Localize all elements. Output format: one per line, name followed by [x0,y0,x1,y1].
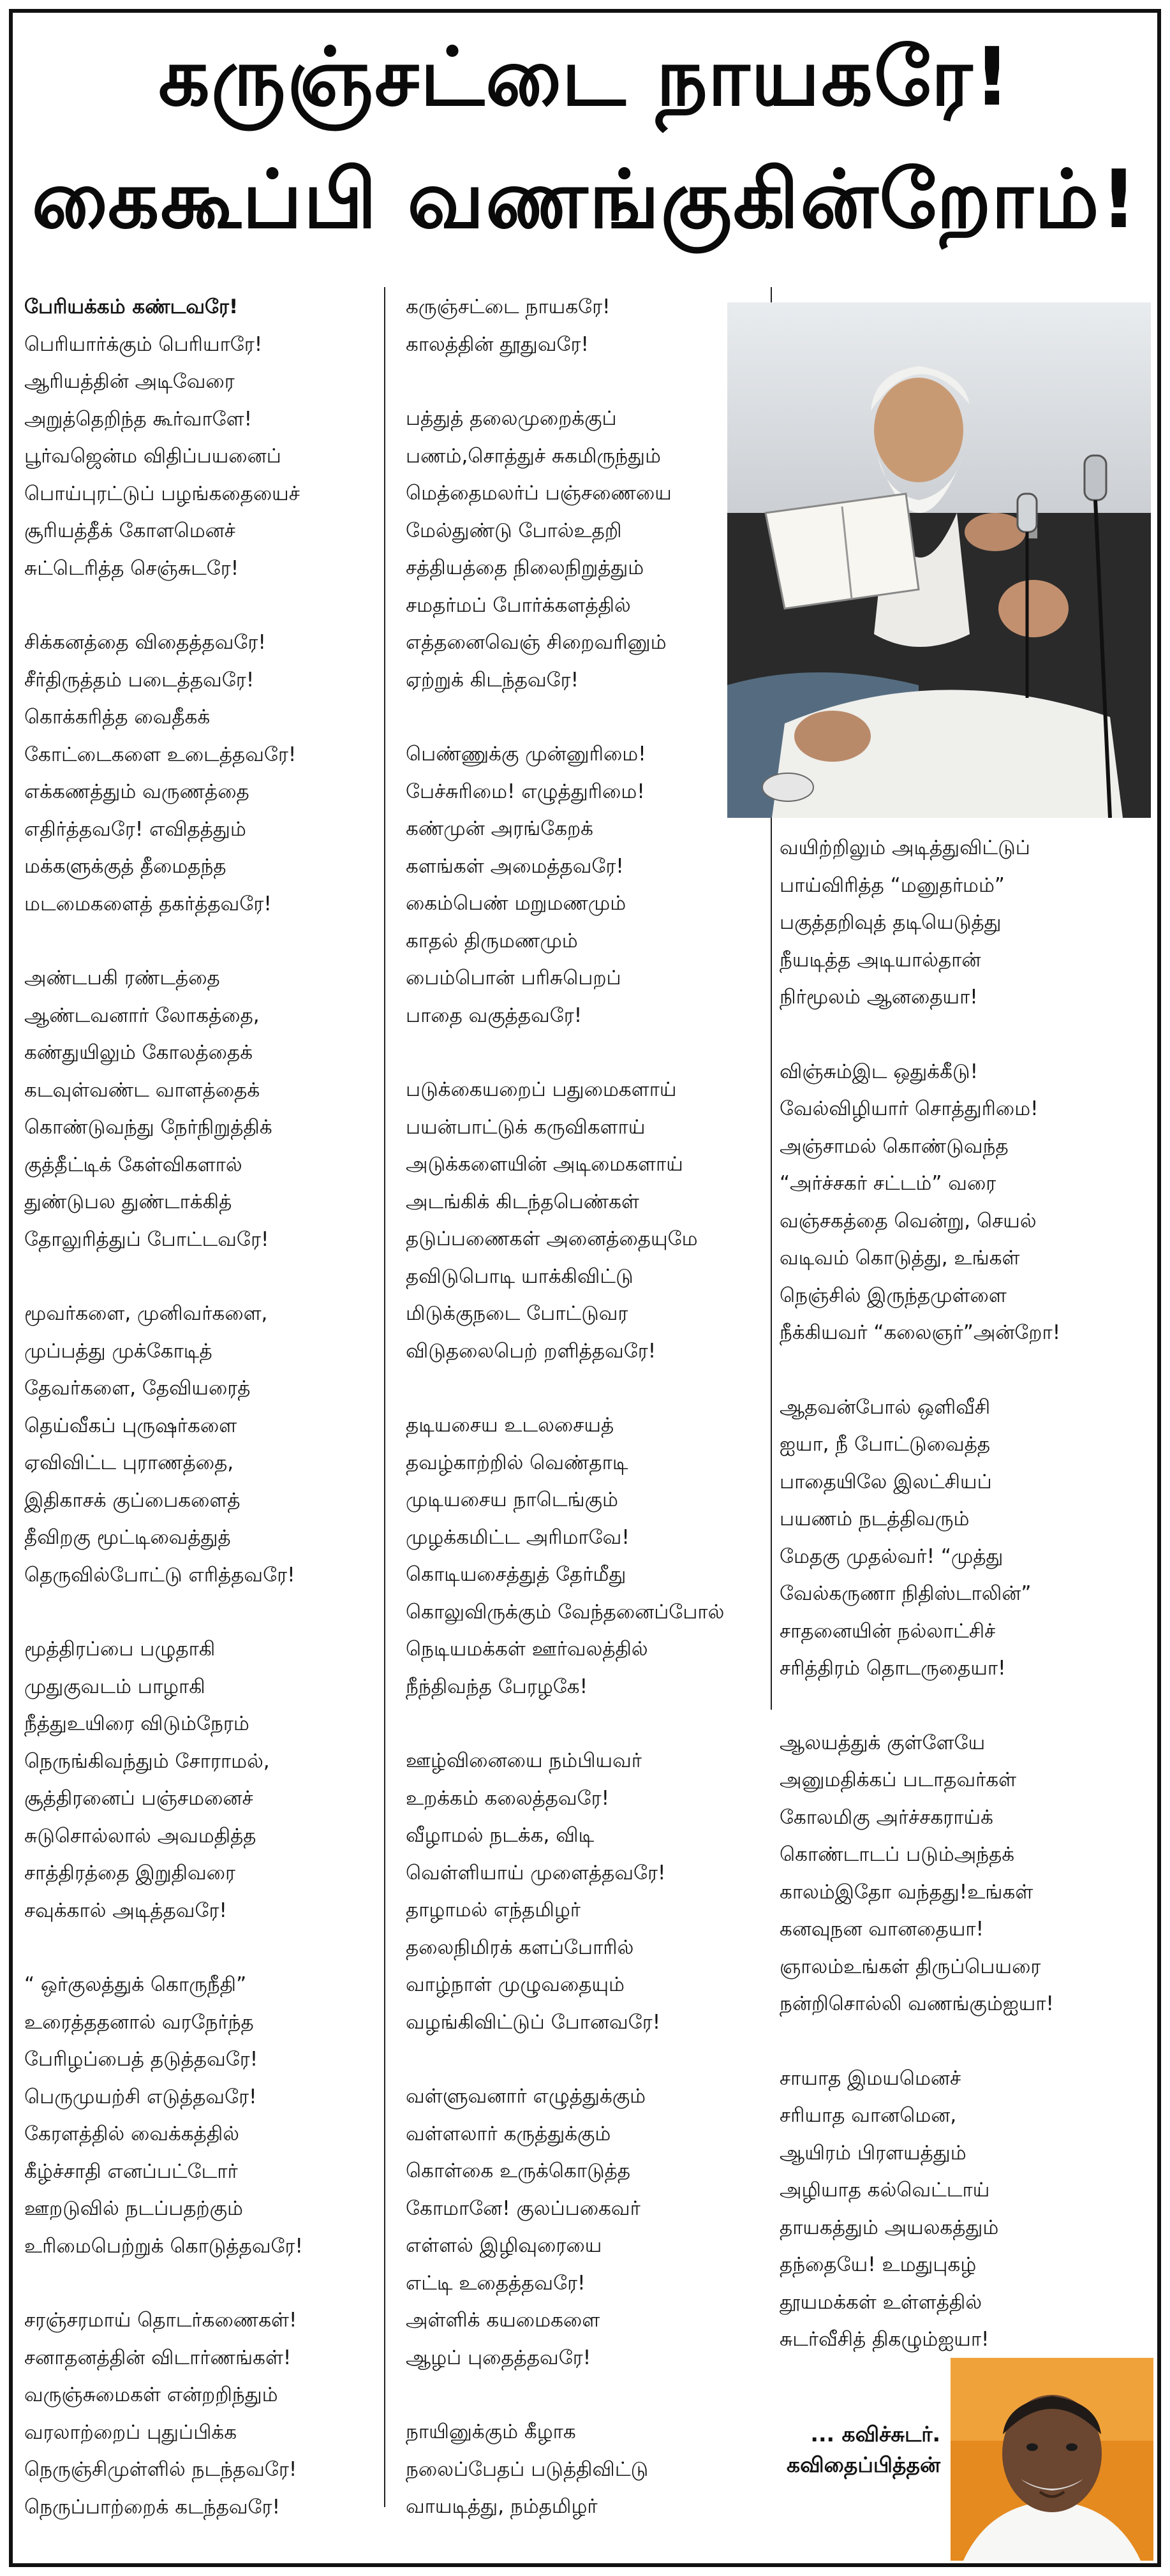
poem-line: மூவர்களை, முனிவர்களை, [24,1302,268,1325]
poem-line: மேல்துண்டு போல்உதறி [406,519,622,542]
poem-line: சாயாத இமயமெனச் [780,2066,961,2090]
poem-line: தேவர்களை, தேவியரைத் [24,1377,251,1400]
poem-line: பகுத்தறிவுத் தடியெடுத்து [780,911,1002,934]
poem-line: நெருஞ்சிமுள்ளில் நடந்தவரே! [24,2458,297,2481]
poem-line: அடுக்களையின் அடிமைகளாய் [406,1153,683,1176]
poem-line: சரியாத வானமென, [780,2104,957,2127]
stanza [780,829,1137,1016]
poem-line: காலத்தின் தூதுவரே! [406,332,589,356]
poem-line: ஆதவன்போல் ஒளிவீசி [780,1395,991,1419]
poem-line: பெண்ணுக்கு முன்னுரிமை! [406,743,646,766]
leader-reading-photo [727,302,1151,818]
poem-line: கொள்கை உருக்கொடுத்த [406,2159,631,2182]
poem-line: மெத்தைமலர்ப் பஞ்சணையை [406,482,672,505]
poem-line: வாயடித்து, நம்தமிழர் [406,2495,598,2518]
poem-line: மூத்திரப்பை பழுதாகி [24,1638,216,1661]
poem-line: காதல் திருமணமும் [406,929,578,952]
poem-line: வயிற்றிலும் அடித்துவிட்டுப் [780,836,1030,859]
poem-line: பயன்பாட்டுக் கருவிகளாய் [406,1115,646,1139]
poem-line: சரஞ்சரமாய் தொடர்கணைகள்! [24,2309,297,2332]
poem-line: ஞாலம்உங்கள் திருப்பெயரை [780,1955,1041,1978]
poem-line: வீழாமல் நடக்க, விடி [406,1824,595,1847]
poem-line: ஆரியத்தின் அடிவேரை [24,370,235,393]
poem-line: கடவுள்வண்ட வாளத்தைக் [24,1078,260,1102]
poem-line: பெருமுயற்சி எடுத்தவரே! [24,2085,257,2108]
column-divider-1 [384,287,385,2507]
poem-line: வாழ்நாள் முழுவதையும் [406,1973,625,1996]
poem-line: நெருப்பாற்றைக் கடந்தவரே! [24,2495,281,2519]
poem-line: வஞ்சகத்தை வென்று, செயல் [780,1209,1037,1232]
poet-signature [723,2419,940,2480]
poem-line: எட்டி உதைத்தவரே! [406,2271,586,2295]
poem-line: தடியசைய உடலசையத் [406,1414,614,1437]
poem-column-1 [24,288,381,2563]
poem-line: கோமானே! குலப்பகைவர் [406,2196,641,2220]
poem-line: பாதை வகுத்தவரே! [406,1003,582,1027]
poem-line: உரைத்ததனால் வரநேர்ந்த [24,2010,254,2034]
stanza [406,2413,763,2526]
poem-line: நீயடித்த அடியால்தான் [780,948,981,972]
poem-line: மிடுக்குநடை போட்டுவர [406,1302,628,1325]
poem-line: நெடியமக்கள் ஊர்வலத்தில் [406,1638,648,1661]
poem-line: எத்தனைவெஞ் சிறைவரினும் [406,631,667,654]
poem-line: நிர்மூலம் ஆனதையா! [780,986,978,1009]
poem-line: பயணம் நடத்திவரும் [780,1507,970,1530]
poem-line: வேல்விழியார் சொத்துரிமை! [780,1097,1039,1120]
poem-line: காலம்இதோ வந்தது!உங்கள் [780,1880,1033,1904]
poem-line: எள்ளல் இழிவுரையை [406,2234,602,2257]
poem-line: விடுதலைபெற் றளித்தவரே! [406,1339,656,1363]
poem-line: கேரளத்தில் வைக்கத்தில் [24,2122,239,2145]
poem-line: வரலாற்றைப் புதுப்பிக்க [24,2420,237,2444]
poem-line: முப்பத்து முக்கோடித் [24,1339,212,1363]
poem-line: சத்தியத்தை நிலைநிறுத்தும் [406,556,644,579]
poem-line: களங்கள் அமைத்தவரே! [406,854,624,878]
poem-line: நீத்துஉயிரை விடும்நேரம் [24,1712,249,1735]
stanza [780,1389,1137,1687]
signature-title: ... கவிச்சுடர். [810,2422,940,2446]
stanza [780,2060,1137,2358]
poem-line: சவுக்கால் அடித்தவரே! [24,1899,227,1922]
poem-line: வெள்ளியாய் முளைத்தவரே! [406,1861,666,1884]
poem-line: சூத்திரனைப் பஞ்சமனைச் [24,1787,253,1810]
poem-line: அனுமதிக்கப் படாதவர்கள் [780,1768,1017,1791]
poem-line: “அர்ச்சகர் சட்டம்” வரை [780,1172,996,1195]
poem-line: முதுகுவடம் பாழாகி [24,1675,205,1698]
stanza [24,624,381,922]
poem-line: “ ஒர்குலத்துக் கொருநீதி” [24,1973,247,1996]
poem-line: தீவிறகு மூட்டிவைத்துத் [24,1526,231,1549]
stanza [406,1742,763,2041]
poem-line: பணம்,சொத்துச் சுகமிருந்தும் [406,444,661,468]
poem-line: சீர்திருத்தம் படைத்தவரே! [24,668,255,692]
headline-line-1: கருஞ்சட்டை நாயகரே! [158,30,1012,124]
stanza [24,1631,381,1929]
poem-line: வள்ளலார் கருத்துக்கும் [406,2122,611,2145]
poem-line: நெருங்கிவந்தும் சோராமல், [24,1749,270,1773]
poem-line: ஆண்டவனார் லோகத்தை, [24,1003,260,1027]
poem-line: உரிமைபெற்றுக் கொடுத்தவரே! [24,2234,303,2258]
stanza [406,1071,763,1370]
poem-line: கண்துயிலும் கோலத்தைக் [24,1041,253,1064]
poem-line: பொய்புரட்டுப் பழங்கதையைச் [24,482,300,505]
poem-line: எதிர்த்தவரே! எவிதத்தும் [24,817,246,841]
poem-line: துண்டுபல துண்டாக்கித் [24,1190,232,1213]
poem-line: கோட்டைகளை உடைத்தவரே! [24,743,297,766]
poem-line: கண்முன் அரங்கேறக் [406,817,594,840]
poem-line: தெய்வீகப் புருஷர்களை [24,1414,237,1437]
poem-line: சாத்திரத்தை இறுதிவரை [24,1862,236,1884]
poem-line: தூயமக்கள் உள்ளத்தில் [780,2290,982,2314]
poem-line: இதிகாசக் குப்பைகளைத் [24,1488,241,1512]
stanza [24,1966,381,2265]
poem-line: மடமைகளைத் தகர்த்தவரே! [24,892,272,915]
poem-line: நெஞ்சில் இருந்தமுள்ளை [780,1284,1007,1307]
poem-line: ஏவிவிட்ட புராணத்தை, [24,1451,234,1474]
poem-line: தலைநிமிரக் களப்போரில் [406,1936,634,1959]
poem-line: கைம்பெண் மறுமணமும் [406,892,626,915]
poem-line: விஞ்சும்இட ஒதுக்கீடு! [780,1060,979,1083]
poem-line: வடிவம் கொடுத்து, உங்கள் [780,1247,1020,1269]
poem-line: படுக்கையறைப் பதுமைகளாய் [406,1078,677,1101]
poem-line: சுடர்வீசித் திகழும்ஐயா! [780,2328,989,2351]
poem-line: ஊறடுவில் நடப்பதற்கும் [24,2197,243,2220]
poem-line: வழங்கிவிட்டுப் போனவரே! [406,2010,661,2034]
poem-line: சாதனையின் நல்லாட்சிச் [780,1619,996,1643]
poem-line: கொண்டுவந்து நேர்நிறுத்திக் [24,1116,272,1139]
poem-line: முழக்கமிட்ட அரிமாவே! [406,1525,630,1549]
poem-column-2 [406,288,763,2563]
poem-line: அள்ளிக் கயமைகளை [406,2309,600,2332]
poem-line: பைம்பொன் பரிசுபெறப் [406,966,621,989]
poem-line: கொண்டாடப் படும்அந்தக் [780,1843,1015,1866]
poem-line: கொலுவிருக்கும் வேந்தனைப்போல் [406,1600,725,1624]
poet-portrait [951,2358,1153,2561]
poem-line: கொடியசைத்துத் தேர்மீது [406,1563,626,1586]
poem-line: எக்கணத்தும் வருணத்தை [24,780,249,803]
poem-line: அழியாத கல்வெட்டாய் [780,2179,990,2202]
poem-line: சரித்திரம் தொடருதையா! [780,1657,1006,1680]
poem-line: கனவுநன வானதையா! [780,1918,984,1941]
stanza [780,1053,1137,1352]
poem-line: மக்களுக்குத் தீமைதந்த [24,855,226,878]
poem-line: தடுப்பணைகள் அனைத்தையுமே [406,1227,698,1250]
stanza [406,400,763,699]
poem-line: ஆழப் புதைத்தவரே! [406,2346,591,2369]
poem-line: நாயினுக்கும் கீழாக [406,2420,576,2443]
stanza [780,1724,1137,2023]
poem-line: சிக்கனத்தை விதைத்தவரே! [24,631,266,654]
poem-line: தோலுரித்துப் போட்டவரே! [24,1227,269,1251]
stanza [406,736,763,1034]
poem-line: அஞ்சாமல் கொண்டுவந்த [780,1134,1009,1158]
poem-line: தாழாமல் எந்தமிழர் [406,1899,581,1921]
poem-line: சுடுசொல்லால் அவமதித்த [24,1824,256,1847]
poem-line: நலைப்பேதப் படுத்திவிட்டு [406,2457,649,2481]
signature-name: கவிதைப்பித்தன் [786,2452,940,2477]
poem-line: அடங்கிக் கிடந்தபெண்கள் [406,1190,639,1213]
poem-line: தந்தையே! உமதுபுகழ் [780,2253,977,2276]
poem-line: கீழ்ச்சாதி எனப்பட்டோர் [24,2159,238,2183]
poem-line: பாதையிலே இலட்சியப் [780,1470,992,1493]
poem-line: நன்றிசொல்லி வணங்கும்ஐயா! [780,1992,1054,2015]
poem-line: பத்துத் தலைமுறைக்குப் [406,407,617,430]
stanza [24,1295,381,1594]
poem-line: தவழ்காற்றில் வெண்தாடி [406,1451,628,1474]
poem-line: வருஞ்சுமைகள் என்றறிந்தும் [24,2383,278,2406]
poem-line: ஆயிரம் பிரளயத்தும் [780,2141,966,2165]
poem-line: குத்தீட்டிக் கேள்விகளால் [24,1153,242,1176]
poem-line: கருஞ்சட்டை நாயகரே! [406,295,611,318]
poem-line: சனாதனத்தின் விடார்ணங்கள்! [24,2346,292,2369]
poem-line: ஐயா, நீ போட்டுவைத்த [780,1433,991,1456]
poem-line: சமதர்மப் போர்க்களத்தில் [406,593,631,617]
poem-line: அண்டபகி ரண்டத்தை [24,966,220,989]
poem-line: வள்ளுவனார் எழுத்துக்கும் [406,2085,646,2108]
stanza [24,959,381,1258]
poem-line: சூரியத்தீக் கோளமெனச் [24,519,235,542]
headline-line-2: கைகூப்பி வணங்குகின்றோம்! [31,152,1139,246]
poem-line: பெரியார்க்கும் பெரியாரே! [24,332,263,356]
poem-line: தெருவில்போட்டு எரித்தவரே! [24,1563,295,1587]
poem-line: கொக்கரித்த வைதீகக் [24,706,211,729]
poem-line: ஊழ்வினையை நம்பியவர் [406,1749,642,1772]
poem-column-3 [780,829,1137,2395]
poem-line: நீக்கியவர் “கலைஞர்”அன்றோ! [780,1321,1061,1344]
poem-line: மேதகு முதல்வர்! “முத்து [780,1544,1003,1568]
poem-line: முடியசைய நாடெங்கும் [406,1488,618,1511]
stanza [24,288,381,587]
poem-line: பாய்விரித்த “மனுதர்மம்” [780,873,1005,897]
poem-line: உறக்கம் கலைத்தவரே! [406,1786,610,1810]
poem-line: நீந்திவந்த பேரழகே! [406,1675,588,1698]
poem-line: பேரியக்கம் கண்டவரே! [24,295,239,318]
poem-line: பேரிழப்பைத் தடுத்தவரே! [24,2048,258,2071]
poem-line: தாயகத்தும் அயலகத்தும் [780,2216,999,2239]
stanza [406,288,763,363]
stanza [406,2078,763,2376]
poem-line: தவிடுபொடி யாக்கிவிட்டு [406,1264,633,1288]
poem-line: பேச்சுரிமை! எழுத்துரிமை! [406,780,645,803]
poem-line: கோலமிகு அர்ச்சகராய்க் [780,1805,993,1829]
poem-line: பூர்வஜென்ம விதிப்பயனைப் [24,445,281,468]
stanza [24,2302,381,2526]
poem-line: ஏற்றுக் கிடந்தவரே! [406,668,579,692]
poem-line: சுட்டெரித்த செஞ்சுடரே! [24,556,239,580]
poem-line: வேல்கருணா நிதிஸ்டாலின்” [780,1582,1032,1605]
poem-line: அறுத்தெறிந்த கூர்வாளே! [24,407,253,431]
stanza [406,1407,763,1705]
poem-line: ஆலயத்துக் குள்ளேயே [780,1731,986,1754]
